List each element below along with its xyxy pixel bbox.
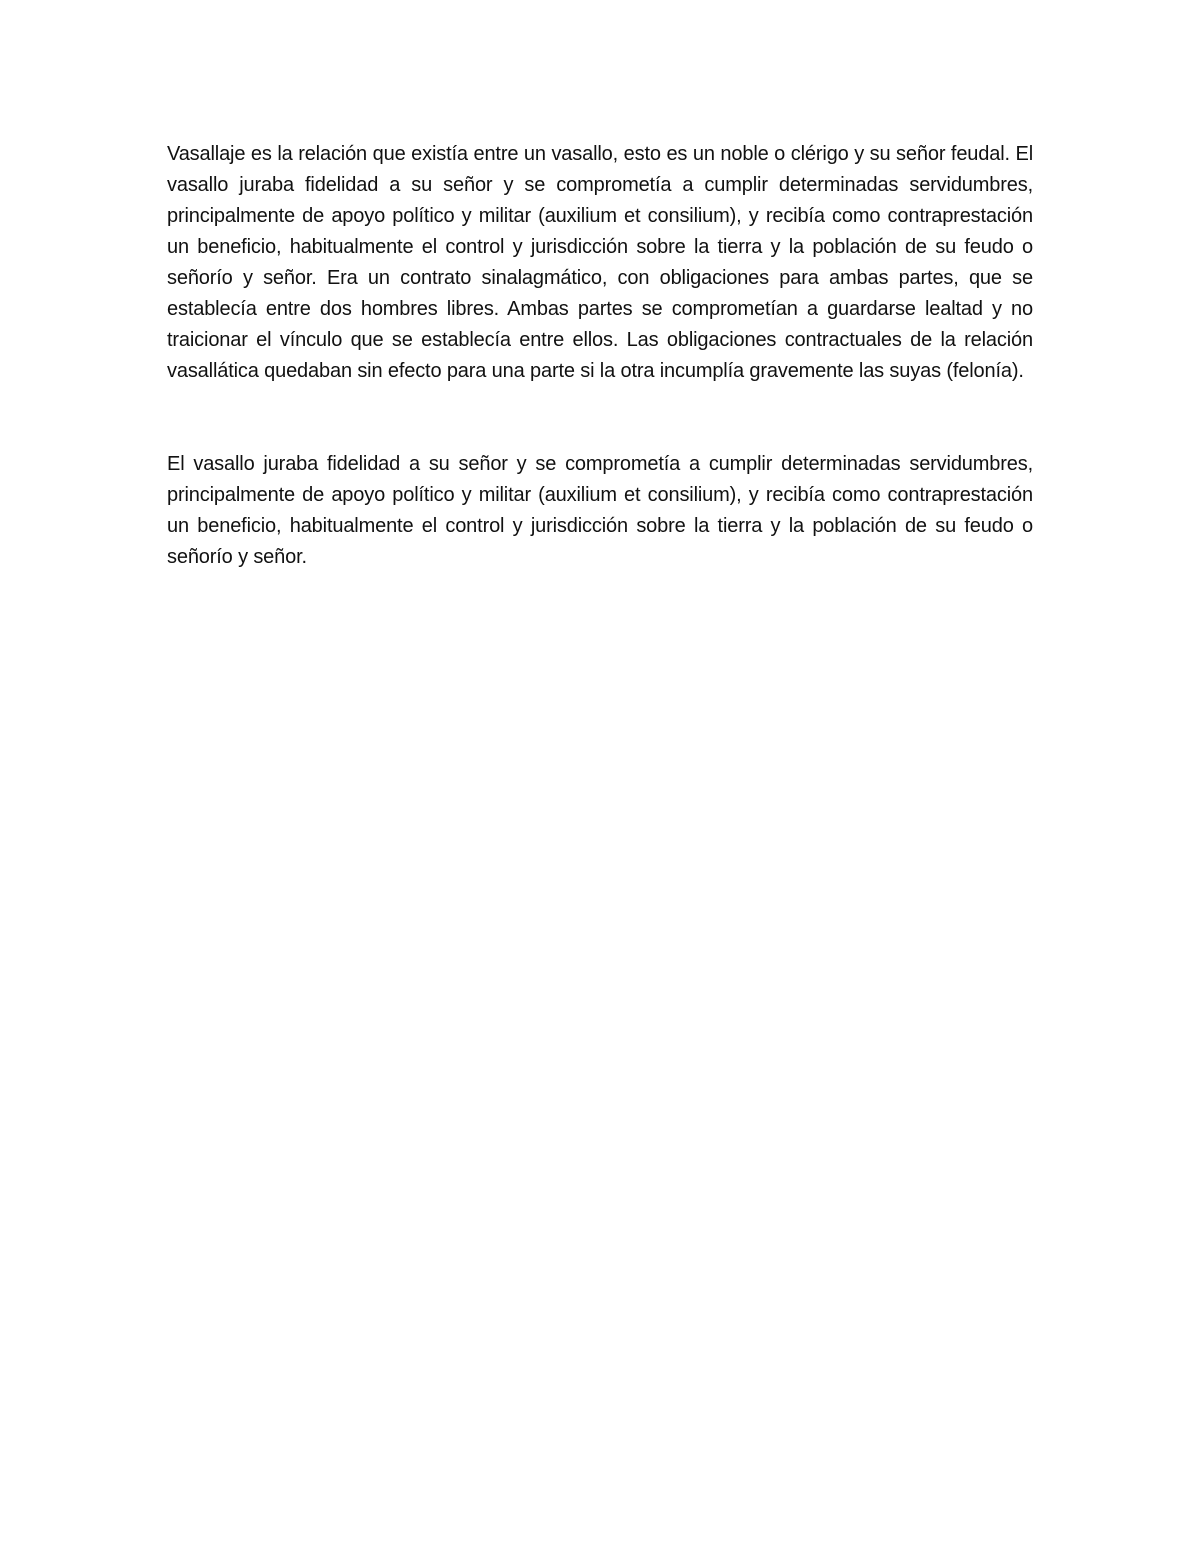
document-body <box>167 139 1033 573</box>
paragraph-vasallaje: Vasallaje es la relación que existía entre un vasallo, esto es un noble o clérigo y su señor feudal. El vasallo juraba fidelidad a su señor y se comprometía a cumplir determinadas servidumbres, principalmente de apoyo político y militar (auxilium et consilium), y recibía como contraprestación un beneficio, habitualmente el control y jurisdicción sobre la tierra y la población de su feudo o señorío y señor. Era un contrato sinalagmático, con obligaciones para ambas partes, que se establecía entre dos hombres libres. Ambas partes se comprometían a guardarse lealtad y no traicionar el vínculo que se establecía entre ellos. Las obligaciones contractuales de la relación vasallática quedaban sin efecto para una parte si la otra incumplía gravemente las suyas (felonía). <box>167 143 1033 382</box>
paragraph-vasallo: El vasallo juraba fidelidad a su señor y se comprometía a cumplir determinadas servidumbres, principalmente de apoyo político y militar (auxilium et consilium), y recibía como contraprestación un beneficio, habitualmente el control y jurisdicción sobre la tierra y la población de su feudo o señorío y señor. <box>167 453 1033 568</box>
